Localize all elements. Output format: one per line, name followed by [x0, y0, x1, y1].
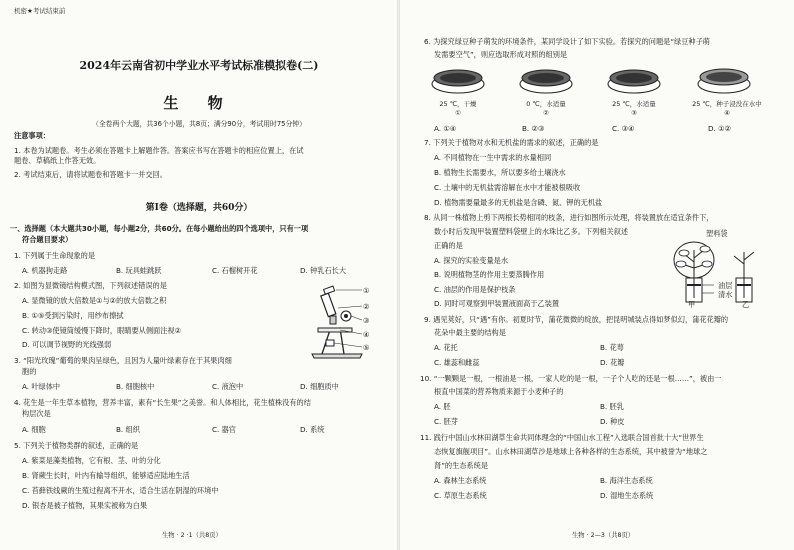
question-stem: 4. 花生是一年生草本植物，营养丰富，素有“长生果”之美誉。和人体相比，花生植株没有的结	[14, 398, 311, 407]
figure-label: ④	[363, 330, 370, 339]
notes-title: 注意事项：	[14, 131, 50, 140]
figure-label: 油层	[718, 281, 733, 290]
option: A. 花托	[434, 343, 458, 352]
exam-info: （全卷两个大题，共36个小题，共8页；满分90分，考试用时75分钟）	[92, 120, 306, 128]
note-line: 2. 考试结束后，请将试题卷和答题卡一并交回。	[14, 170, 167, 179]
option: C. 苔藓铁线蕨的生殖过程离不开水，适合生活在阴湿的环境中	[22, 486, 219, 495]
figure-label: ①	[363, 286, 370, 295]
option: C. 转动③使镜筒缓慢下降时，眼睛要从侧面注视②	[22, 326, 182, 335]
option: A. 机器狗走路	[22, 266, 68, 275]
option: D. 可以调节视野的光线强弱	[22, 340, 112, 349]
option: D. 同时可观察到甲装置液面高于乙装置	[434, 299, 560, 308]
option: B. 植物生长需要水，所以要多给土壤浇水	[434, 168, 566, 177]
question-stem: 10. “一颗颗是一根，一根油是一根，一家人吃的是一根，一子个人吃的还是一根……”，被由一	[420, 374, 722, 383]
option: C. 土壤中的无机盐需溶解在水中才能被根吸收	[434, 183, 581, 192]
figure-label: ⑤	[363, 343, 370, 352]
figure-label: 清水	[718, 290, 733, 299]
option: D. 系统	[300, 425, 325, 434]
page-footer: 生物 · 2—3（共8页）	[572, 532, 635, 539]
option: A. 细胞	[22, 425, 46, 434]
question-stem: 正确的是	[434, 241, 463, 250]
subject-title: 生 物	[163, 94, 235, 112]
option: B. ②③	[522, 124, 545, 133]
plate-number: ①	[455, 109, 461, 117]
note-line: 题卷、草稿纸上作答无效。	[14, 156, 101, 165]
question-stem: 肾”的生态系统是	[434, 461, 489, 470]
option: A. ①④	[434, 124, 457, 133]
question-stem: 构层次是	[22, 409, 51, 418]
option: D. 钟乳石长大	[300, 266, 347, 275]
question-stem: 1. 下列属于生命现象的是	[14, 251, 96, 260]
option: A. 紫菜是藻类植物，它有根、茎、叶的分化	[22, 456, 161, 465]
figure-label: 塑料袋	[706, 229, 728, 238]
option: D. 银杏是被子植物，其果实被称为白果	[22, 501, 148, 510]
option: D. ①②	[708, 124, 731, 133]
plate-number: ②	[543, 109, 549, 117]
option: B. 说明植物茎的作用主要蒸腾作用	[434, 270, 545, 279]
option: B. 肾蕨生长时，叶内有输导组织，能够适应陆地生活	[22, 471, 190, 480]
question-stem: 3. “阳光玫瑰”葡萄的果肉呈绿色，且因为人量叶绿素存在于其果肉细	[14, 356, 232, 365]
option: D. 细胞质中	[300, 382, 339, 391]
option: C. 油层的作用是保护枝条	[434, 285, 516, 294]
option: C. 液泡中	[212, 382, 244, 391]
option: A. 森林生态系统	[434, 476, 487, 485]
plate-number: ④	[724, 109, 730, 117]
option: C. 器官	[212, 425, 236, 434]
figure-label: ③	[363, 316, 370, 325]
plate-condition: 25 ℃，种子浸没在水中	[692, 100, 762, 108]
question-stem: 胞的	[22, 367, 37, 376]
option: D. 花瓣	[600, 358, 625, 367]
option: C. 石榴树开花	[212, 266, 258, 275]
instruction-line: 一、选择题（本大题共30小题，每小题2分，共60分。在每小题给出的四个选项中，只有一项	[10, 224, 309, 233]
right-page	[400, 0, 794, 550]
figure-label: ②	[363, 302, 370, 311]
question-stem: 6. 为探究绿豆种子萌发的环境条件，某同学设计了如下实验。若探究的问题是“绿豆种子萌	[424, 37, 710, 46]
question-stem: 根直中国菜的营养物质来源于小麦种子的	[434, 387, 564, 396]
option: D. 湿地生态系统	[600, 491, 654, 500]
option: C. 草原生态系统	[434, 491, 487, 500]
question-stem: 5. 下列关于植物类群的叙述，正确的是	[14, 441, 139, 450]
plate-number: ③	[631, 109, 637, 117]
option: B. 花萼	[600, 343, 624, 352]
option: B. 组织	[116, 425, 140, 434]
figure-label: 乙	[742, 300, 750, 309]
option: B. 海洋生态系统	[600, 476, 653, 485]
question-stem: 9. 遇见荚好，只“遇”有你。初夏时节，蒲花微微的绽放，把昆明城装点得如梦似幻，蒲花花瓣的	[424, 315, 729, 324]
note-line: 1. 本卷为试题卷。考生必须在答题卡上解题作答。答案应书写在答题卡的相应位置上，在试	[14, 146, 304, 155]
instruction-line: 符合题目要求）	[22, 235, 73, 244]
question-stem: 数小时后发现甲装置塑料袋壁上的水珠比乙多。下列相关叙述	[434, 227, 629, 236]
question-stem: 11. 践行中国山水林田湖草生命共同体理念的“中国山水工程”入选联合国首批十大“世界生	[420, 433, 704, 442]
plate-condition: 0 ℃，水适量	[526, 100, 566, 108]
question-stem: 花朵中最主要的结构是	[434, 328, 506, 337]
petri-dish-figure	[430, 62, 770, 96]
confidential-stamp: 机密★考试结束前	[14, 7, 66, 15]
option: A. 显微镜的放大倍数是①与②的放大倍数之积	[22, 296, 167, 305]
question-stem: 7. 下列关于植物对水和无机盐的需求的叙述，正确的是	[424, 138, 599, 147]
option: A. 不同植物在一生中需求的水量相同	[434, 153, 552, 162]
microscope-figure	[300, 284, 388, 364]
option: B. ①⑤受到污染时，用纱布擦拭	[22, 311, 124, 320]
page-footer: 生物 · 2 ·1（共8页）	[162, 532, 222, 539]
question-stem: 2. 如图为显微镜结构模式图，下列叙述错误的是	[14, 281, 167, 290]
question-stem: 态恢复旗舰项目”。山水林田湖草沙是地球上各种各样的生态系统，其中被誉为“地球之	[434, 447, 708, 456]
option: B. 细胞核中	[116, 382, 155, 391]
option: C. 胚芽	[434, 417, 458, 426]
option: A. 探究的实验变量是水	[434, 256, 509, 265]
option: B. 胚乳	[600, 402, 624, 411]
option: D. 植物需要量最多的无机盐是含磷、氮、钾的无机盐	[434, 198, 603, 207]
plate-condition: 25 ℃，干燥	[439, 100, 477, 108]
question-stem: 8. 从同一株植物上剪下两根长势相同的枝条，进行如图所示处理，将装置放在适宜条件下，	[424, 213, 714, 222]
option: A. 叶绿体中	[22, 382, 61, 391]
option: A. 胚	[434, 402, 451, 411]
option: C. 雄蕊和雌蕊	[434, 358, 480, 367]
option: D. 种皮	[600, 417, 625, 426]
section-title: 第Ⅰ卷（选择题，共60分）	[145, 203, 253, 213]
exam-title: 2024年云南省初中学业水平考试标准模拟卷(二)	[79, 59, 319, 72]
option: C. ③④	[612, 124, 635, 133]
plate-condition: 25 ℃，水适量	[612, 100, 656, 108]
figure-label: 甲	[688, 300, 696, 309]
question-stem: 发需要空气”，则应选取形成对照的组别是	[434, 50, 568, 59]
option: B. 玩具蛙跳跃	[116, 266, 162, 275]
